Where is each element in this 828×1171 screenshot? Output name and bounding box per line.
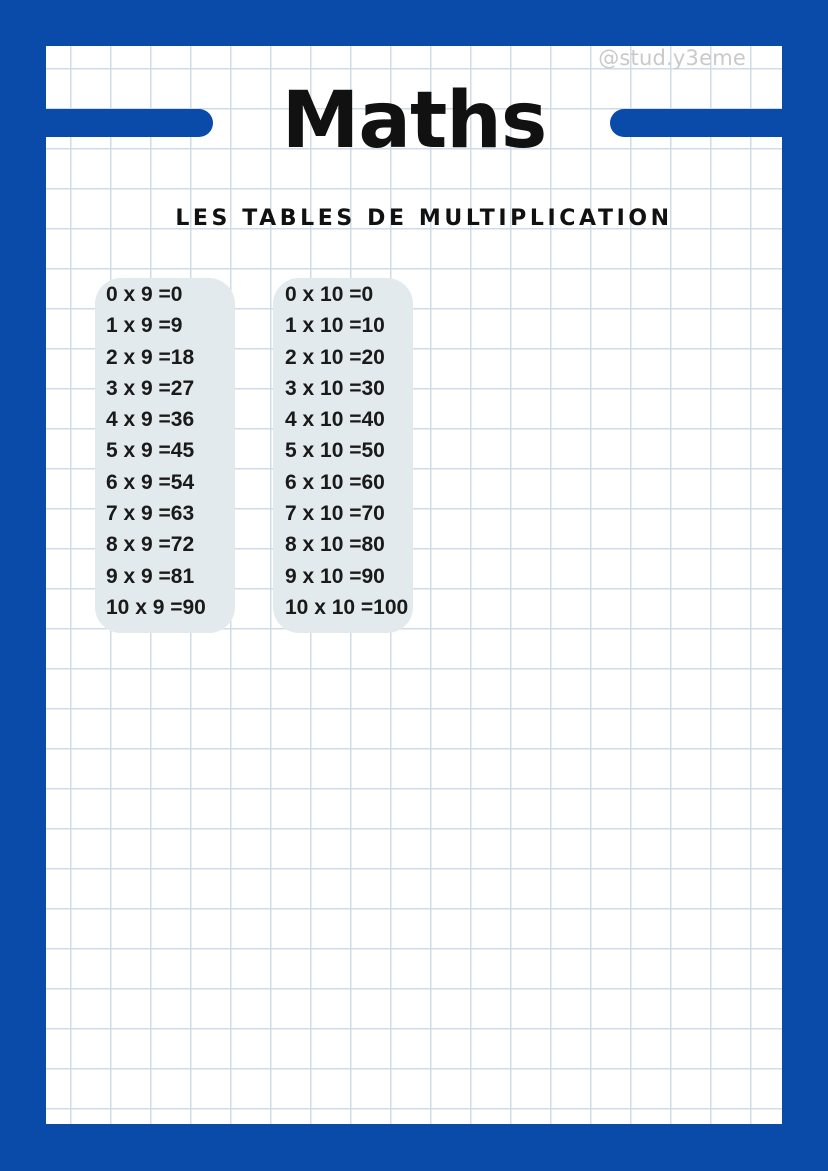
table-9-row: 1 x 9 =9 [106,314,183,338]
table-9-row: 9 x 9 =81 [106,564,195,588]
table-10-row: 9 x 10 =90 [285,564,385,588]
table-9-row: 8 x 9 =72 [106,533,195,557]
table-10-row: 0 x 10 =0 [285,283,374,306]
table-9-row: 4 x 9 =36 [106,408,195,432]
table-10-row: 2 x 10 =20 [285,345,385,369]
table-9-row: 7 x 9 =63 [106,502,195,526]
table-10-row: 1 x 10 =10 [285,314,385,338]
table-10-row: 7 x 10 =70 [285,502,385,526]
table-9-list [106,279,206,623]
table-9-row: 6 x 9 =54 [106,470,195,494]
table-9-row: 5 x 9 =45 [106,439,195,463]
table-9-row: 0 x 9 =0 [106,283,183,306]
table-10-row: 10 x 10 =100 [285,595,409,619]
page-subtitle: LES TABLES DE MULTIPLICATION [175,206,673,231]
table-10-row: 4 x 10 =40 [285,408,385,432]
watermark: @stud.y3eme [598,46,746,70]
table-10-row: 8 x 10 =80 [285,533,385,557]
table-10-row: 3 x 10 =30 [285,376,385,400]
table-10-list [285,279,408,623]
table-9-row: 3 x 9 =27 [106,376,195,400]
table-10-row: 6 x 10 =60 [285,470,385,494]
table-9-row: 2 x 9 =18 [106,345,195,369]
table-10-row: 5 x 10 =50 [285,439,385,463]
table-9-row: 10 x 9 =90 [106,595,206,619]
page-title: Maths [281,76,547,166]
